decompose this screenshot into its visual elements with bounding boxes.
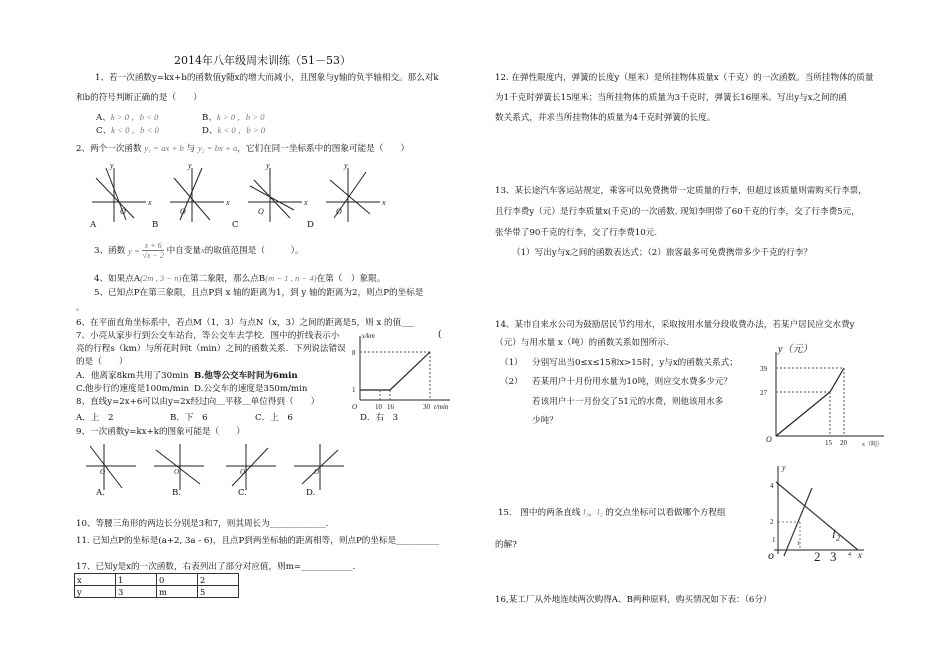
q15-chart-xtick: 1 [797,541,800,547]
q9-graph-d [294,444,344,490]
q14-chart [760,342,890,450]
q7-chart-xtick: 16 [387,403,394,411]
q8-option-b: B．下 6 [170,413,208,423]
q7-chart-ylabel: s/km [362,332,375,340]
svg-text:O: O [180,207,186,216]
q15-chart-xtick: 2 [814,549,821,564]
svg-text:O: O [240,468,246,476]
q10-text: 10、等腰三角形的两边长分别是3和7，则其周长为_____________. [76,519,329,529]
q14-text-2: （元）与用水量 x（吨）的函数关系如图所示. [495,338,669,348]
q14-sub1: 分别写出当0≤x≤15和x>15时，y与x的函数关系式； [532,358,738,368]
table-cell: m [157,586,198,598]
q9-graph-options [82,440,382,498]
page-title: 2014年八年级周末训练（51－53） [174,54,351,67]
q2-graph-d [326,168,380,222]
q17-text: 17、已知y是x的一次函数，右表列出了部分对应值，则m=____________. [76,562,356,572]
svg-text:y: y [110,161,114,170]
table-row [75,586,239,598]
q11-text: 11. 已知点P的坐标是(a+2, 3a - 6)，且点P到两坐标轴的距离相等，则点P的坐标是__________ [76,536,440,546]
svg-text:x: x [382,198,386,207]
q14-chart-xtick: 15 [825,439,832,447]
q7-paren: ( [438,330,442,340]
q2-label-a: A [90,220,97,230]
q7-text-3: 的是（ ） [76,357,128,367]
q13-text-2: 且行李费y（元）是行李质量x(千克)的一次函数. 现知李明带了60千克的行李，交了行李费5元， [495,207,860,217]
q1-text-cont: 和b的符号判断正确的是（ ） [76,93,202,103]
q1-option-c: C、k < 0 ，b < 0 [96,125,159,136]
q13-text-3: 张华带了90千克的行李，交了行李费10元. [495,228,658,238]
q8-text: 8、直线y=2x+6可以由y=2x经过向＿平移＿单位得到（ ） [76,397,320,407]
table-row [75,574,239,586]
q14-text-1: 14、某市自来水公司为鼓励居民节约用水，采取按用水量分段收费办法，若某户居民应交水费y [495,320,855,330]
q14-sub1-num: （1） [500,358,523,368]
q9-text: 9、一次函数y=kx+k的图象可能是（ ） [76,427,245,437]
q9-label-c: C. [238,488,248,498]
q17-value-table [74,573,239,598]
q7-chart-xtick: 30 [423,403,430,411]
q14-sub2-num: （2） [500,377,523,387]
table-cell: 1 [116,574,157,586]
svg-text:y: y [188,161,192,170]
svg-text:x: x [226,198,230,207]
q15-chart-origin: o [768,548,774,562]
q7-text-1: 7、小亮从家步行到公交车站台，等公交车去学校．图中的折线表示小 [76,331,340,341]
q9-graph-a [86,444,136,490]
q8-option-d: D．右 3 [360,413,399,423]
svg-text:O: O [314,468,320,476]
q15-chart-xtick: 3 [830,549,837,564]
svg-text:O: O [174,468,180,476]
q14-chart-ytick: 27 [760,389,767,397]
q15-chart-ytick: 2 [770,518,774,526]
q13-text-1: 13、某长途汽车客运站规定，乘客可以免费携带一定质量的行李，但超过该质量则需购买行李票， [495,186,867,196]
q15-chart-xlabel: x [858,550,862,560]
q14-sub2: 若某用户十月份用水量为10吨，则应交水费多少元？ [532,377,732,387]
q14-chart-ytick: 39 [760,365,767,373]
q15-chart-line-label: l₂ [832,526,841,541]
q14-sub3-cont: 少吨？ [532,416,558,426]
q13-text-4: （1）写出y与x之间的函数表达式；（2）旅客最多可免费携带多少千克的行李？ [512,248,812,258]
svg-text:y: y [344,161,348,170]
q2-graph-a [92,168,146,222]
svg-text:O: O [258,207,264,216]
q12-text-2: 为1千克时弹簧长15厘米；当所挂物体的质量为3千克时，弹簧长16厘米。写出y与x之间的函 [495,93,847,103]
q7-option-c: C.他步行的速度是100m/min [76,384,190,394]
q4-text: 4、如果点A(2m , 3 − n)在第二象限，那么点B(m − 1 , n − 4)在第（ ）象限。 [94,273,386,284]
q15-text: 15. 图中的两条直线 l₁，l₂ 的交点坐标可以看做哪个方程组 [498,507,726,518]
q2-graph-c [248,168,302,222]
q15-chart-xtick: 4 [848,552,851,558]
svg-text:y: y [266,161,270,170]
q1-text: 1、若一次函数y=kx+b的函数值y随x的增大而减小，且图象与y轴的负半轴相交。那么对k [95,73,439,83]
q1-option-a: A、k > 0 ，b < 0 [96,112,159,123]
table-cell: 0 [157,574,198,586]
q5-text-cont: 。 [76,303,85,313]
q8-option-c: C．上 6 [255,413,293,423]
q2-label-b: B [152,220,159,230]
q15-chart-ytick: 1 [772,536,776,544]
q9-label-b: B. [172,488,182,498]
q2-label-d: D [307,220,314,230]
table-cell: 3 [116,586,157,598]
q9-graph-b [154,444,204,490]
q2-graph-b [170,168,224,222]
q2-label-c: C [232,220,239,230]
q7-option-a: A．他离家8km共用了30min [76,371,189,381]
q15-chart [760,462,870,562]
q9-label-a: A. [96,488,105,498]
q7-option-b: B.他等公交车时间为6min [194,371,298,381]
q12-text-1: 12. 在弹性限度内，弹簧的长度y（厘米）是所挂物体质量x（千克）的一次函数。当所挂物体的质量 [495,73,874,83]
svg-text:O: O [120,207,126,216]
q8-option-a: A．上 2 [76,413,114,423]
svg-text:x: x [148,198,152,207]
q15-chart-ylabel: y [782,463,786,472]
table-cell: 5 [198,586,239,598]
q9-graph-c [226,444,276,490]
q1-option-b: B、k > 0 ，b > 0 [202,112,265,123]
svg-text:x: x [304,198,308,207]
q7-chart-ytick: 8 [352,349,356,357]
q6-text: 6、在平面直角坐标系中，若点M（1，3）与点N（x，3）之间的距离是5，则 x 的值___ [76,318,415,328]
q7-option-d: D.公交车的速度是350m/min [194,384,308,394]
q7-chart-ytick: 1 [352,386,356,394]
q15-text-cont: 的解? [495,540,517,550]
q16-text: 16,某工厂从外地连续两次购得A、B两种原料，购买情况如下表：（6分） [495,595,772,605]
q7-chart-origin: O [352,403,358,411]
q7-chart [346,330,456,410]
q2-text: 2、两个一次函数 y₁ = ax + b 与 y₂ = bx + a，它们在同一坐标系中的图象可能是（ ） [76,143,410,154]
q7-text-2: 亮的行程s（km）与所花时间t（min）之间的函数关系．下列说法错误 [76,344,346,354]
q14-chart-origin: O [766,435,772,444]
q14-chart-xtick: 20 [840,439,847,447]
q1-option-d: D、k < 0 ，b > 0 [202,125,266,136]
q3-text: 3、函数 y = $\frac{x + 6}{√x - 2}$ 中自变量x的取值范围是（ ）。 [94,241,304,260]
q7-chart-xlabel: t/min [434,403,449,411]
svg-text:O: O [100,468,106,476]
q7-chart-xtick: 10 [375,403,382,411]
table-cell: 2 [198,574,239,586]
svg-text:O: O [336,207,342,216]
q9-label-d: D. [306,488,316,498]
q12-text-3: 数关系式，并求当所挂物体的质量为4千克时弹簧的长度。 [495,113,716,123]
q14-sub3: 若该用户十一月份交了51元的水费，则他该用水多 [532,397,724,407]
table-cell: x [75,574,116,586]
q15-chart-ytick: 4 [770,482,774,490]
q14-chart-ylabel: y（元） [778,344,813,355]
q5-text: 5、已知点P在第三象限，且点P到 x 轴的距离为1，到 y 轴的距离为2，则点P的坐标是 [94,288,424,298]
q14-chart-xlabel: x（吨） [862,442,884,448]
table-cell: y [75,586,116,598]
